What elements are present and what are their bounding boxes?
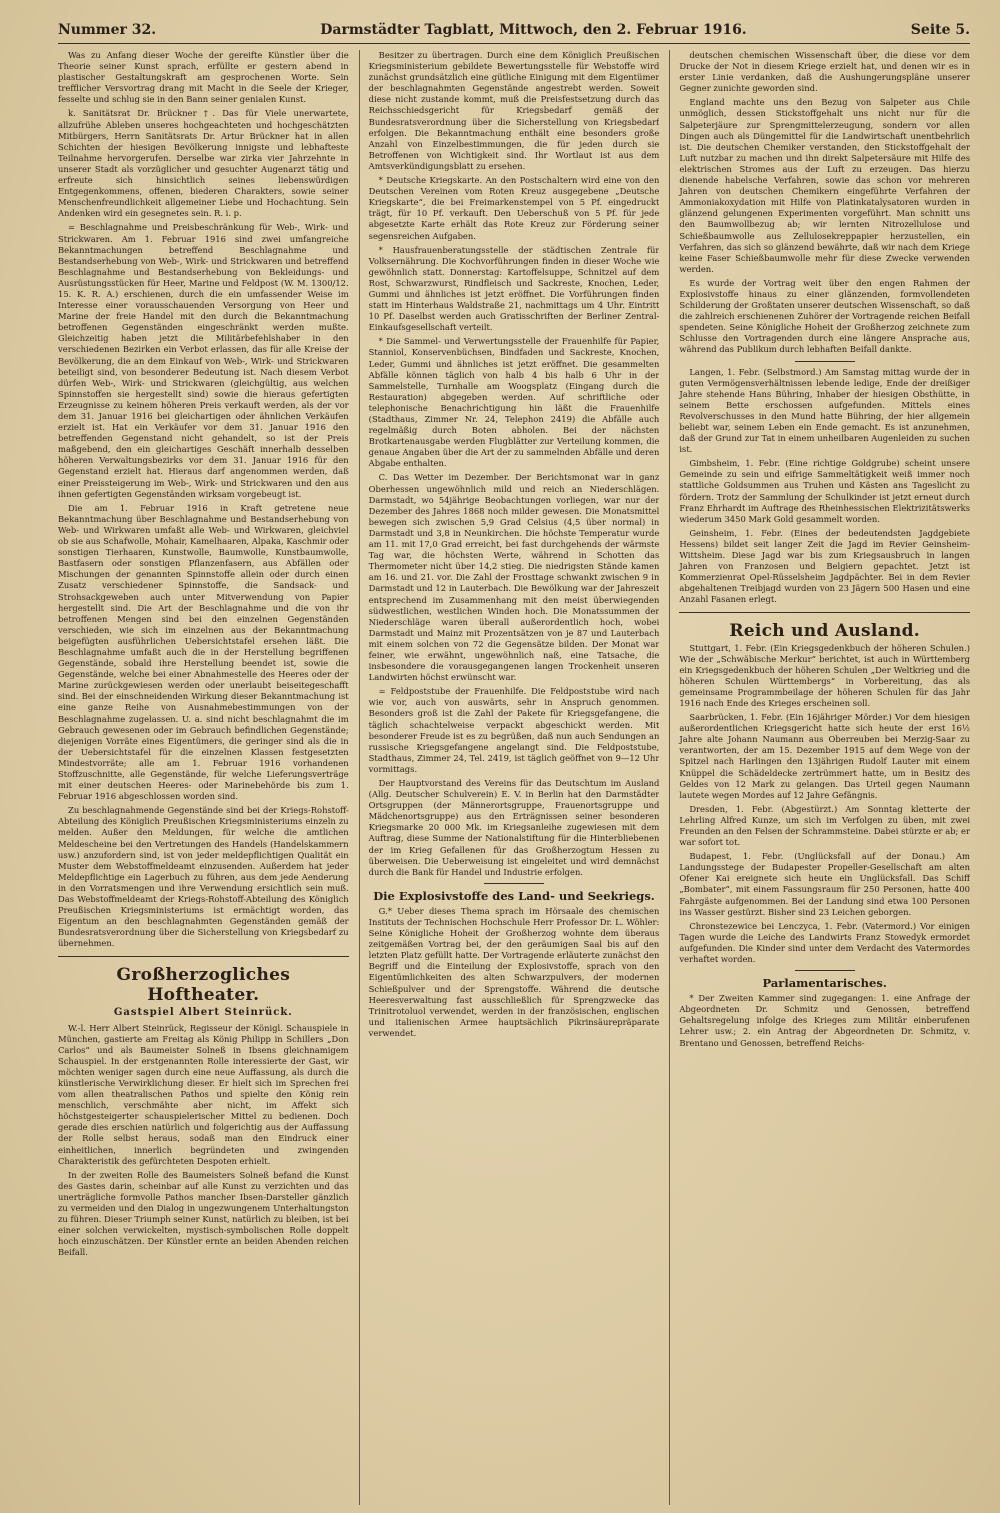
local-news-gimbsheim: Gimbsheim, 1. Febr. (Eine richtige Goldgrube) scheint unsere Gemeinde zu sein und eifrige Sammeltätigkeit weiß immer noch stattliche Goldsummen aus Truhen und Kästen ans Tageslicht zu fördern. Trotz der Sammlung der Schulkinder ist jetzt erneut durch Franz Ehrhardt im Auftrage des Rheinhessischen Elektrizitätswerks wiederum 3450 Mark Gold gesammelt worden. — [679, 458, 971, 524]
weather-article: C. Das Wetter im Dezember. Der Berichtsmonat war in ganz Oberhessen ungewöhnlich mild und reich an Niederschlägen. Darmstadt, wo 54jährige Beobachtungen vorliegen, war nur der Dezember des Jahres 1868 noch milder gewesen. Die Monatsmittel bewegen sich zwischen 5,9 Grad Celsius (4,5 über normal) in Darmstadt und 3,8 in Neunkirchen. Die höchste Temperatur wurde am 11. mit 17,0 Grad erreicht, bei fast durchgehends der wärmste Tag war, die höchsten Werte, während in Schotten das Thermometer nicht über 14,2 stieg. Die niedrigsten Stände kamen am 16. und 21. vor. Die Zahl der Frosttage schwankt zwischen 9 in Darmstadt und 12 in Lauterbach. Die Bewölkung war der Jahreszeit entsprechend im Zusammenhang mit den meist überwiegenden südwestlichen, westlichen Winden hoch. Die Monatssummen der Niederschläge waren überall außerordentlich hoch, wobei Darmstadt und Mainz mit Prozentsätzen von je 87 und Lauterbach mit einem solchen von 72 die Gegensätze bilden. Der Monat war feiner, wie erwähnt, ungewöhnlich naß, eine Tatsache, die insbesondere die vorausgegangenen langen Trockenheit unseren Landwirten höchst erwünscht war. — [368, 472, 660, 683]
news-lenczyca: Chronstezewice bei Lenczyca, 1. Febr. (Vatermord.) Vor einigen Tagen wurde die Leiche des Landwirts Franz Stowedyk ermordet aufgefunden. Die Kinder sind unter dem Verdacht des Vatermordes verhaftet worden. — [679, 920, 971, 965]
news-stuttgart: Stuttgart, 1. Febr. (Ein Kriegsgedenkbuch der höheren Schulen.) Wie der „Schwäbische Merkur“ berichtet, ist auch in Württemberg ein Kriegsgedenkbuch der höheren Schulen „Der Weltkrieg und die höheren Schulen Württembergs“ in Vorbereitung, das als gemeinsame Programmbeilage der höheren Schulen für das Jahr 1916 nach Ende des Krieges erscheinen soll. — [679, 642, 971, 708]
fieldpost-article: = Feldpoststube der Frauenhilfe. Die Feldpoststube wird nach wie vor, auch von auswärts, sehr in Anspruch genommen. Besonders groß ist die Zahl der Pakete für Kriegsgefangene, die täglich schachtelweise verpackt abgeschickt werden. Mit besonderer Freude ist es zu begrüßen, daß nun auch Sendungen an russische Kriegsgefangene angelangt sind. Die Feldpoststube, Stadthaus, Zimmer 24, Tel. 2419, ist täglich geöffnet von 9—12 Uhr vormittags. — [368, 686, 660, 774]
article-text: deutschen chemischen Wissenschaft über, die diese vor dem Drucke der Not in diesem Kriege erzielt hat, und denen wir es in erster Linie verdanken, daß die Aushungerungspläne unserer Gegner zunichte geworden sind. — [679, 50, 971, 94]
confiscation-article-cont: Die am 1. Februar 1916 in Kraft getretene neue Bekanntmachung über Beschlagnahme und Bestandserhebung von Web- und Wirkwaren umfaßt alle Web- und Wirkwaren, gleichviel ob sie aus Schafwolle, Mohair, Kamelhaaren, Alpaka, Kaschmir oder sonstigen Tierhaaren, Kunstwolle, Baumwolle, Kunstbaumwolle, Bastfasern oder sonstigen Pflanzenfasern, aus Abfällen oder Mischungen der genannten Spinnstoffe allein oder durch einen Zusatz verschiedener Spinnstoffe, die Sandsack- und Strohsackgeweben auch unter Mitverwendung von Papier hergestellt sind. Die Art der Beschlagnahme und die von ihr betroffenen Mengen sind bei den einzelnen Gegenständen verschieden, wie sich im einzelnen aus der Bekanntmachung beigefügten ausführlichen Uebersichtstafel ersehen läßt. Die Beschlagnahme umfaßt auch die in der Herstellung begriffenen Gegenstände, sobald ihre Herstellung beendet ist, sowie die Gegenstände, welche bei einer Abnahmestelle des Heeres oder der Marine zurückgewiesen werden oder unerlaubt beiseitegeschafft sind. Bei der einschneidenden Wirkung dieser Bekanntmachung ist eine ganze Reihe von Ausnahmebestimmungen von der Beschlagnahme zugelassen. U. a. sind nicht beschlagnahmt die im Gebrauch gewesenen oder im Gebrauch befindlichen Gegenstände; diejenigen Vorräte eines Eigentümers, die geringer sind als die in der Uebersichtstafel für die einzelnen Klassen festgesetzten Mindestvorräte; alle am 1. Februar 1916 vorhandenen Stoffzuschnitte, alle Gegenstände, für welche Lieferungsverträge mit einer deutschen Heeres- oder Marinebehörde bis zum 1. Februar 1916 abgeschlossen worden sind. — [58, 502, 349, 802]
parliament-article: * Der Zweiten Kammer sind zugegangen: 1. eine Anfrage der Abgeordneten Dr. Schmitz und Genossen, betreffend Gehaltsregelung infolge des Krieges zum Militär einberufenen Lehrer usw.; 2. ein Antrag der Abgeordneten Dr. Schmitz, v. Brentano und Genossen, betreffend Reichs- — [679, 993, 971, 1048]
short-divider — [795, 361, 855, 362]
chemistry-article-end: Es wurde der Vortrag weit über den engen Rahmen der Explosivstoffe hinaus zu einer glänzenden, formvollendeten Schilderung der Großtaten unserer deutschen Wissenschaft, so daß die zahlreich erschienenen Zuhörer der Vortragende reichen Beifall spendeten. Seine Königliche Hoheit der Großherzog zeichnete zum Schlusse den Vortragenden durch eine längere Ansprache aus, während das Publikum durch lebhaften Beifall dankte. — [679, 277, 971, 355]
parliament-heading: Parlamentarisches. — [762, 976, 887, 991]
article-columns — [58, 50, 970, 1505]
article-text: Was zu Anfang dieser Woche der gereifte Künstler über die Theorie seiner Kunst sprach, erfüllte er gestern abend in plastischer Gestaltungskraft am gesprochenen Worte. Sein trefflicher Versvortrag drang mit Macht in die Seele der Krieger, fesselte und schlug sie in den Bann seiner genialen Kunst. — [58, 50, 349, 105]
local-news-langen: Langen, 1. Febr. (Selbstmord.) Am Samstag mittag wurde der in guten Vermögensverhältnissen lebende ledige, Ende der dreißiger Jahre stehende Hans Bühring, Inhaber der hiesigen Obsthütte, in seinem Bette erschossen aufgefunden. Mittels eines Revolverschusses in den Mund hatte Bühring, der hier allgemein beliebt war, seinem Leben ein Ende gemacht. Es ist anzunehmen, daß der Grund zur Tat in einem unheilbaren Augenleiden zu suchen ist. — [679, 366, 971, 455]
collection-article: * Die Sammel- und Verwertungsstelle der Frauenhilfe für Papier, Stanniol, Konservenbüchsen, Bindfaden und Sackreste, Knochen, Leder, Gummi und ähnliches ist jetzt eröffnet. Die gesammelten Abfälle können täglich von halb 4 bis halb 6 Uhr in der Sammelstelle, Turnhalle am Woogsplatz (Eingang durch die Restauration) abgegeben werden. Auf schriftliche oder telephonische Benachrichtigung hin läßt die Frauenhilfe (Stadthaus, Zimmer Nr. 24, Telephon 2419) die Abfälle auch regelmäßig durch Boten abholen. Bei der nächsten Brotkartenausgabe werden Flugblätter zur Verteilung kommen, die genaue Angaben über die Art der zu sammelnden Abfälle und deren Abgabe enthalten. — [368, 336, 660, 469]
explosives-article: G.* Ueber dieses Thema sprach im Hörsaale des chemischen Instituts der Technischen Hochschule Herr Professor Dr. L. Wöhler: Seine Königliche Hoheit der Großherzog wohnte dem überaus zeitgemäßen Vortrag bei, der den geräumigen Saal bis auf den letzten Platz gefüllt hatte. Der Vortragende erläuterte zunächst den Begriff und die Einteilung der Explosivstoffe, sprach von den Eigentümlichkeiten des alten Schwarzpulvers, der modernen Schießpulver und der Sprengstoffe. Während die deutsche Heeresverwaltung fast ausschließlich für Sprengzwecke das Trinitrotoluol verwendet, werden in der französischen, englischen und italienischen Armee hauptsächlich Pikrinsäurepräparate verwendet. — [368, 905, 660, 1038]
short-divider — [795, 970, 855, 971]
article-text: Besitzer zu übertragen. Durch eine dem Königlich Preußischen Kriegsministerium gebildete Bewertungsstelle für Webstoffe wird zunächst grundsätzlich eine gütliche Einigung mit dem Eigentümer der beschlagnahmten Gegenstände angestrebt werden. Soweit diese nicht zustande kommt, muß die Preisfestsetzung durch das Reichsschiedsgericht für Kriegsbedarf gemäß der Bundesratsverordnung über die Sicherstellung von Kriegsbedarf erfolgen. Die Bekanntmachung enthält eine besonders große Anzahl von Einzelbestimmungen, die für jeden durch sie Betroffenen von Wichtigkeit sind. Ihr Wortlaut ist aus dem Amtsverkündigungsblatt zu ersehen. — [368, 50, 660, 171]
local-news-geinsheim: Geinsheim, 1. Febr. (Eines der bedeutendsten Jagdgebiete Hessens) bildet seit langer Zeit die Jagd im Revier Geinsheim-Wittsheim. Diese Jagd war bis zum Kriegsausbruch in langen Jahren von Franzosen und Belgiern gepachtet. Jetzt ist Kommerzienrat Opel-Rüsselsheim Jagdpächter. Bei in dem Revier abgehaltenen Treibjagd wurden von 23 Jägern 500 Hasen und eine Anzahl Fasanen erlegt. — [679, 527, 971, 605]
confiscation-article: = Beschlagnahme und Preisbeschränkung für Web-, Wirk- und Strickwaren. Am 1. Februar 1916 sind zwei umfangreiche Bekanntmachungen betreffend Beschlagnahme und Bestandserhebung von Web-, Wirk- und Strickwaren und betreffend Beschlagnahme und Bestandserhebung von Bekleidungs- und Ausrüstungsstücken für Heer, Marine und Feldpost (W. M. 1300/12. 15. K. R. A.) erschienen, durch die ein umfassender Weise im Interesse einer vorausschauenden Versorgung von Heer und Marine der freie Handel mit den durch die Bekanntmachung betroffenen Gegenständen eingeschränkt werden mußte. Gleichzeitig haben jetzt die Militärbefehlshaber in den verschiedenen Bezirken ein Verbot erlassen, das für alle Kreise der Bevölkerung, die an dem Einkauf von Web-, Wirk- und Strickwaren beteiligt sind, von besonderer Bedeutung ist. Nach diesem Verbot dürfen Web-, Wirk- und Strickwaren (gleichgültig, aus welchen Spinnstoffen sie hergestellt sind) sowie die hieraus gefertigten Erzeugnisse zu keinem höheren Preis verkauft werden, als der vor dem 31. Januar 1916 bei gleichartigen oder ähnlichen Verkäufen erzielt ist. Hat ein Verkäufer vor dem 31. Januar 1916 den betreffenden Gegenstand nicht gehandelt, so ist der Preis maßgebend, den ein gleichartiges Geschäft innerhalb desselben höheren Verwaltungsbezirks vor dem 31. Januar 1916 für den Gegenstand erzielt hat. Hieraus darf angenommen werden, daß einer Preissteigerung im Web-, Wirk- und Strickwaren und den aus ihnen gefertigten Gegenständen wirksam vorgebeugt ist. — [58, 222, 349, 499]
section-divider — [679, 612, 970, 613]
section-divider — [58, 956, 349, 957]
newspaper-title: Darmstädter Tagblatt, Mittwoch, den 2. Februar 1916. — [320, 22, 747, 38]
column-1 — [58, 50, 349, 1505]
theater-subheading: Gastspiel Albert Steinrück. — [113, 1006, 293, 1018]
housewife-advice-article: * Hausfrauenberatungsstelle der städtischen Zentrale für Volksernährung. Die Kochvorführungen finden in dieser Woche wie gewöhnlich statt. Donnerstag: Kartoffelsuppe, Schnitzel auf dem Rost, Schwarzwurst, Rindfleisch und Sackreste, Knochen, Leder, Gummi und ähnliches ist jetzt eröffnet. Die Vorführungen finden statt im Hinterhaus Waldstraße 21, nachmittags um 4 Uhr. Eintritt 10 Pf. Daselbst werden auch Gratisschriften der Berliner Zentral-Einkaufsgesellschaft verteilt. — [368, 244, 660, 333]
war-card-article: * Deutsche Kriegskarte. An den Postschaltern wird eine von den Deutschen Vereinen vom Roten Kreuz ausgegebene „Deutsche Kriegskarte“, die bei Freimarkenstempel von 5 Pf. eingedruckt trägt, für 10 Pf. verkauft. Den Ueberschuß von 5 Pf. für jede abgesetzte Karte erhält das Rote Kreuz zur Förderung seiner segensreichen Aufgaben. — [368, 175, 660, 241]
chemistry-article: England machte uns den Bezug von Salpeter aus Chile unmöglich, dessen Stickstoffgehalt uns nicht nur für die Salpeterjäure zur Sprengmittelerzeugung, sondern vor allen Dingen auch als Düngemittel für die Landwirtschaft unentbehrlich ist. Die deutschen Chemiker verstanden, den Stickstoffgehalt der Luft nutzbar zu machen und ihn direkt Salpetersäure mit Hilfe des elektrischen Stromes aus der Luft zu erzeugen. Das hierzu dienende habelsche Verfahren, sowie das schon vor mehreren Jahren von deutschen Chemikern eingeführte Verfahren der Ammoniakoxydation mit Hilfe von Platinkatalysatoren wurden in glänzend gelungenen Experimenten vorgeführt. Man schnitt uns den Baumwollbezug ab; wir lernten Nitrozellulose und Schießbaumwolle aus Zellulosekreppapier herzustellen, ein Verfahren, das sich so glänzend bewährte, daß wir nach dem Kriege keine Faser Schießbaumwolle mehr für diese Zwecke verwenden werden. — [679, 97, 971, 274]
page-number: Seite 5. — [910, 22, 970, 38]
theater-review-cont: In der zweiten Rolle des Baumeisters Solneß befand die Kunst des Gastes darin, scheinbar auf alle Kunst zu verzichten und das unerträgliche formvolle Pathos mancher Ibsen-Darsteller gänzlich zu vermeiden und den Dialog in ungezwungenem Unterhaltungston zu führen. Dieser Triumph seiner Kunst, natürlich zu bleiben, ist bei einer solchen verwickelten, mystisch-symbolischen Rolle doppelt hoch einzuschätzen. Der Künstler ernte an beiden Abenden reichen Beifall. — [58, 1169, 349, 1258]
news-dresden: Dresden, 1. Febr. (Abgestürzt.) Am Sonntag kletterte der Lehrling Alfred Kunze, um sich im Verfolgen zu üben, mit zwei Freunden an den Felsen der Schrammsteine. Dabei stürzte er ab; er war sofort tot. — [679, 803, 971, 848]
news-budapest: Budapest, 1. Febr. (Unglücksfall auf der Donau.) Am Landungsstege der Budapester Propeller-Gesellschaft am alten Ofener Kai ereignete sich heute ein Unglücksfall. Das Schiff „Bombater“, mit einem Fassungsraum für 250 Personen, hatte 400 Fahrgäste aufgenommen. Bei der Landung sind etwa 100 Personen ins Wasser gestürzt. Bisher sind 23 Leichen geborgen. — [679, 851, 971, 917]
issue-number: Nummer 32. — [58, 22, 157, 38]
confiscation-article-end: Zu beschlagnahmende Gegenstände sind bei der Kriegs-Rohstoff-Abteilung des Königlich Preußischen Kriegsministeriums einzeln zu melden. Außer den Meldungen, für welche die amtlichen Meldescheine bei den Vertretungen des Handels (Handelskammern usw.) anzufordern sind, ist von jeder meldepflichtigen Qualität ein Muster dem Webstoffmeldeamt einzusenden. Außerdem hat jeder Meldepflichtige ein Lagerbuch zu führen, aus dem jede Aenderung in den Vorratsmengen und ihre Verwendung ersichtlich sein muß. Das Webstoffmeldeamt der Kriegs-Rohstoff-Abteilung des Königlich Preußischen Kriegsministeriums ist ermächtigt worden, das Eigentum an den beschlagnahmten Gegenständen gemäß der Bundesratsverordnung über die Sicherstellung von Kriegsbedarf zu übernehmen. — [58, 805, 349, 949]
theater-heading: Großherzogliches Hoftheater. — [116, 964, 291, 1005]
reich-heading: Reich und Ausland. — [729, 620, 921, 641]
obituary-article: k. Sanitätsrat Dr. Brückner †. Das für Viele unerwartete, allzufrühe Ableben unseres hochgeachteten und hochgeschätzten Mitbürgers, Herrn Sanitätsrats Dr. Artur Brückner hat in allen Schichten der hiesigen Bevölkerung innigste und lebhafteste Teilnahme hervorgerufen. Derselbe war zirka vier Jahrzehnte in unserer Stadt als vorzüglicher und gesuchter Augenarzt tätig und erfreute sich hinsichtlich seines liebenswürdigen Entgegenkommens, offenen, biederen Charakters, sowie seiner Menschenfreundlichkeit allgemeiner Liebe und Hochachtung. Sein Andenken wird ein gesegnetes sein. R. i. p. — [58, 108, 349, 219]
association-article: Der Hauptvorstand des Vereins für das Deutschtum im Ausland (Allg. Deutscher Schulverein) E. V. in Berlin hat den Darmstädter Ortsgruppen (der Männerortsgruppe, Frauenortsgruppe und Mädchenortsgruppe) aus den Erträgnissen seiner besonderen Kriegsmarke 20 000 Mk. im Kriegsanleihe zugewiesen mit dem Auftrag, diese Summe der Nationalstiftung für die Hinterbliebenen der im Krieg Gefallenen für das Großherzogtum Hessen zu überweisen. Die Ueberweisung ist eingeleitet und wird demnächst durch die Bank für Handel und Industrie erfolgen. — [368, 778, 660, 877]
news-saarbruecken: Saarbrücken, 1. Febr. (Ein 16jähriger Mörder.) Vor dem hiesigen außerordentlichen Kriegsgericht hatte sich heute der erst 16½ Jahre alte Johann Naumann aus Oberreuben bei Merzig-Saar zu verantworten, der am 15. Dezember 1915 auf dem Wege von der Spitzel nach Harlingen den 13jährigen Rudolf Lauter mit einem Knüppel die Schädeldecke zertrümmert hatte, um in Besitz des Geldes von 12 Mark zu gelangen. Das Urteil gegen Naumann lautete wegen Mordes auf 12 Jahre Gefängnis. — [679, 712, 971, 800]
page-header — [58, 22, 970, 44]
explosives-heading: Die Explosivstoffe des Land- und Seekriegs. — [373, 888, 655, 903]
short-divider — [484, 883, 544, 884]
column-3 — [669, 50, 970, 1505]
column-2 — [359, 50, 660, 1505]
theater-review: W.-l. Herr Albert Steinrück, Regisseur der Königl. Schauspiele in München, gastierte am Freitag als König Philipp in Schillers „Don Carlos“ und als Baumeister Solneß in Ibsens gleichnamigem Schauspiel. In der erstgenannten Rolle interessierte der Gast, wir möchten weniger sagen durch eine neue Auffassung, als durch die künstlerische Verwirklichung dieser. Er hielt sich im Sprechen frei vom allen theatralischen Pathos und spielte den König rein menschlich, verschmähte aber nicht, im Affekt sich höchstgesteigerter schauspielerischer Mittel zu bedienen. Doch gerade dies erschien natürlich und folgerichtig aus der Auffassung der Rolle selbst heraus, sodaß man den Eindruck einer einheitlichen, innerlich begründeten und zwingenden Charakteristik des gefürchteten Despoten erhielt. — [58, 1022, 349, 1166]
